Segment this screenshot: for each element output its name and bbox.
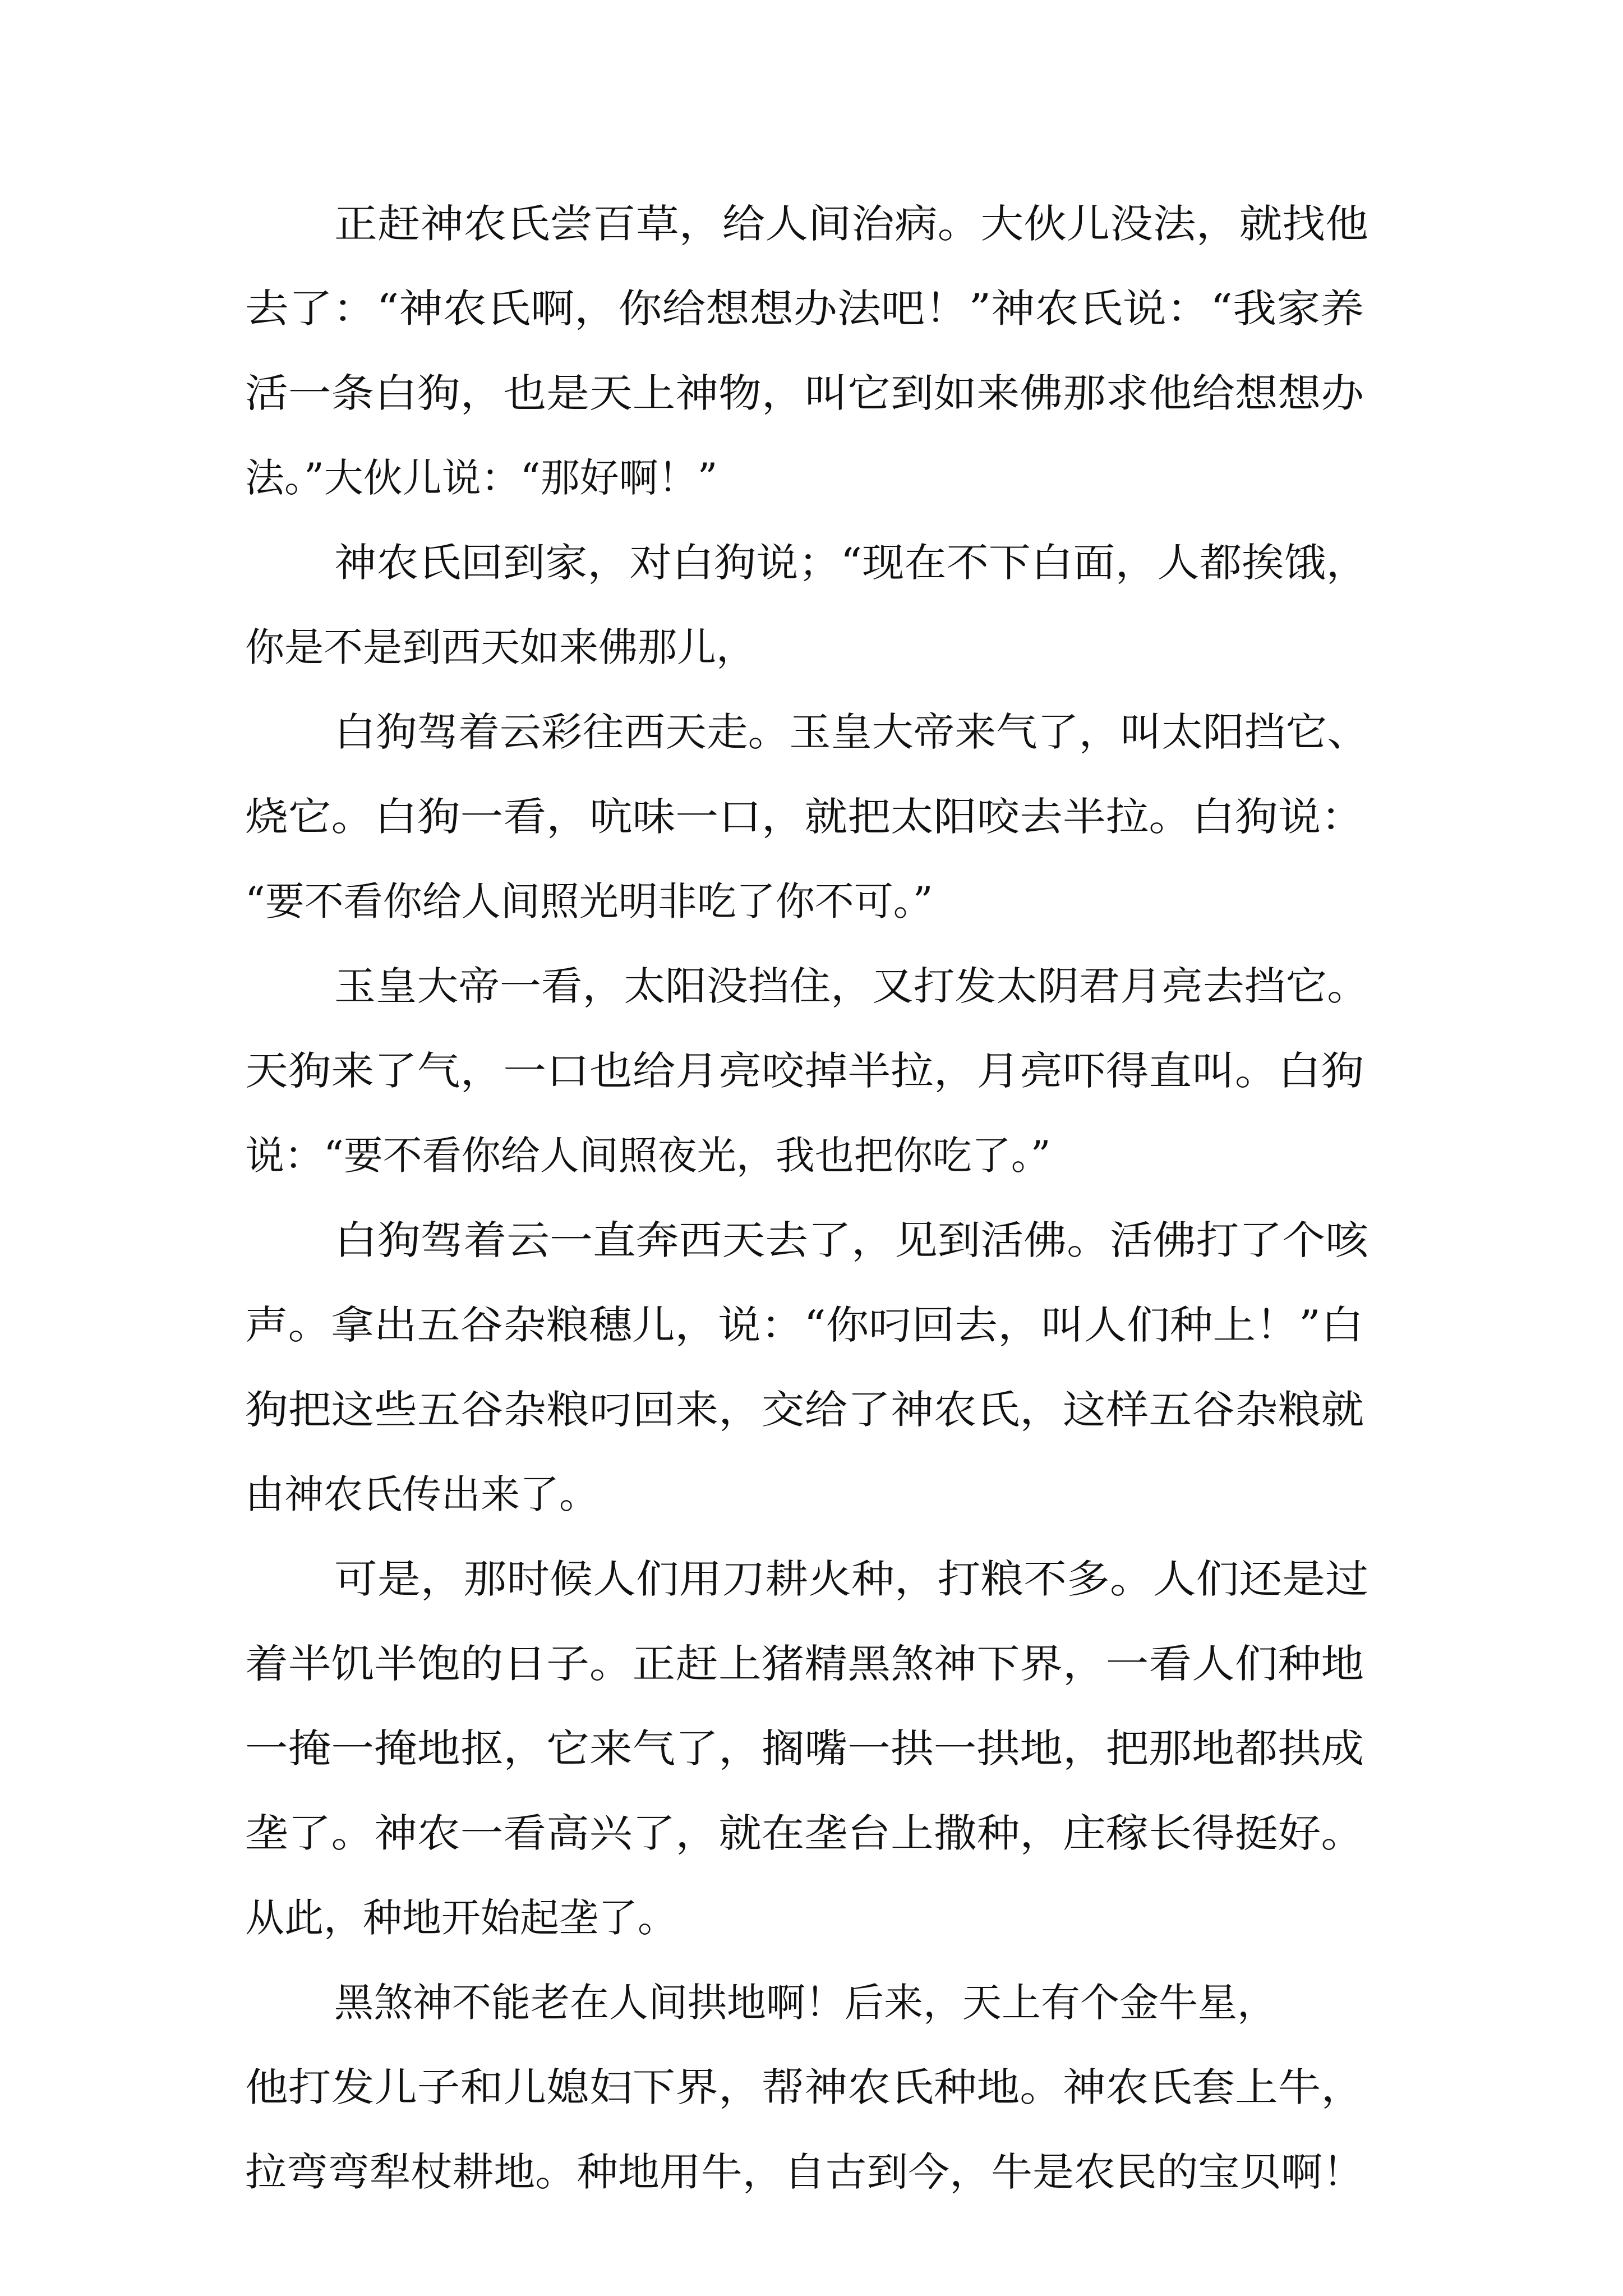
text-line: 法。”大伙儿说：“那好啊！”	[245, 455, 718, 501]
text-line: 说：“要不看你给人间照夜光，我也把你吃了。”	[245, 1133, 1051, 1179]
text-line: 声。拿出五谷杂粮穗儿，说：“你叼回去，叫人们种上！”白	[245, 1302, 1364, 1348]
text-line: 你是不是到西天如来佛那儿，	[245, 624, 755, 670]
text-line: “要不看你给人间照光明非吃了你不可。”	[245, 878, 933, 924]
text-line: 神农氏回到家，对白狗说；“现在不下白面，人都挨饿，	[334, 540, 1368, 586]
text-line: 可是，那时候人们用刀耕火种，打粮不多。人们还是过	[334, 1556, 1368, 1602]
text-line: 活一条白狗，也是天上神物，叫它到如来佛那求他给想想办	[245, 370, 1364, 416]
text-line: 白狗驾着云彩往西天走。玉皇大帝来气了，叫太阳挡它、	[334, 709, 1368, 755]
text-line: 去了：“神农氏啊，你给想想办法吧！”神农氏说：“我家养	[245, 286, 1364, 332]
text-line: 垄了。神农一看高兴了，就在垄台上撒种，庄稼长得挺好。	[245, 1810, 1364, 1856]
text-line: 由神农氏传出来了。	[245, 1471, 598, 1517]
text-line: 烧它。白狗一看，吭味一口，就把太阳咬去半拉。白狗说：	[245, 794, 1364, 840]
text-line: 拉弯弯犁杖耕地。种地用牛，自古到今，牛是农民的宝贝啊！	[245, 2149, 1364, 2195]
text-line: 白狗驾着云一直奔西天去了，见到活佛。活佛打了个咳	[334, 1217, 1368, 1263]
text-line: 从此，种地开始起垄了。	[245, 1895, 677, 1941]
text-line: 天狗来了气，一口也给月亮咬掉半拉，月亮吓得直叫。白狗	[245, 1048, 1364, 1094]
text-line: 玉皇大帝一看，太阳没挡住，又打发太阴君月亮去挡它。	[334, 963, 1368, 1009]
text-line: 一掩一掩地抠，它来气了，搁嘴一拱一拱地，把那地都拱成	[245, 1726, 1364, 1772]
text-line: 黑煞神不能老在人间拱地啊！后来，天上有个金牛星，	[334, 1980, 1276, 2026]
text-line: 着半饥半饱的日子。正赶上猪精黑煞神下界，一看人们种地	[245, 1641, 1364, 1687]
text-line: 他打发儿子和儿媳妇下界，帮神农氏种地。神农氏套上牛，	[245, 2064, 1364, 2110]
text-line: 狗把这些五谷杂粮叼回来，交给了神农氏，这样五谷杂粮就	[245, 1387, 1364, 1433]
text-line: 正赶神农氏尝百草，给人间治病。大伙儿没法，就找他	[334, 201, 1368, 247]
